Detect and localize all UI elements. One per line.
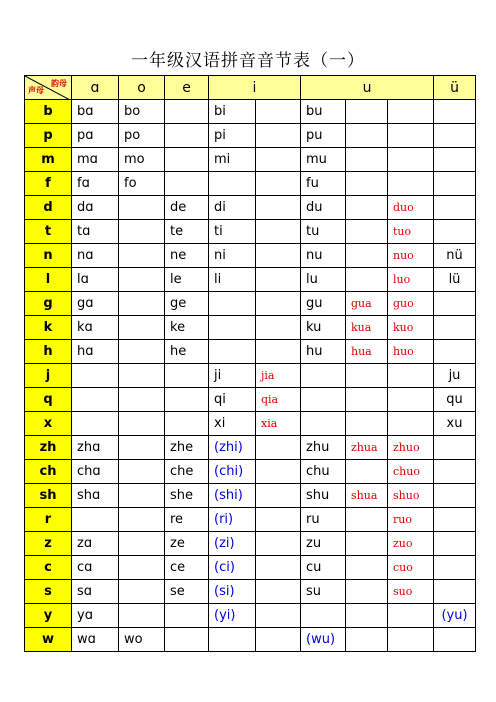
initial-cell: z <box>25 532 72 556</box>
syllable-cell <box>301 412 346 436</box>
syllable-cell: qi <box>209 388 256 412</box>
syllable-cell <box>434 172 476 196</box>
syllable-cell <box>119 196 165 220</box>
syllable-cell: kɑ <box>72 316 119 340</box>
syllable-cell <box>346 604 388 628</box>
syllable-cell: pɑ <box>72 124 119 148</box>
syllable-cell <box>256 532 301 556</box>
syllable-cell: gɑ <box>72 292 119 316</box>
syllable-cell <box>346 100 388 124</box>
syllable-cell <box>256 628 301 652</box>
syllable-cell <box>119 604 165 628</box>
syllable-cell <box>256 100 301 124</box>
syllable-cell <box>165 100 209 124</box>
initial-cell: l <box>25 268 72 292</box>
syllable-cell: sɑ <box>72 580 119 604</box>
table-row <box>25 628 476 652</box>
initial-cell: f <box>25 172 72 196</box>
syllable-cell: (wu) <box>301 628 346 652</box>
syllable-cell <box>209 628 256 652</box>
table-row <box>25 268 476 292</box>
syllable-cell <box>346 388 388 412</box>
syllable-cell <box>256 604 301 628</box>
syllable-cell <box>119 292 165 316</box>
syllable-cell <box>346 508 388 532</box>
header-final-a: ɑ <box>72 76 119 100</box>
syllable-cell: (yu) <box>434 604 476 628</box>
initial-cell: q <box>25 388 72 412</box>
syllable-cell: ge <box>165 292 209 316</box>
syllable-cell <box>72 412 119 436</box>
syllable-cell <box>165 388 209 412</box>
header-final-v: ü <box>434 76 476 100</box>
syllable-cell: ti <box>209 220 256 244</box>
syllable-cell: bi <box>209 100 256 124</box>
syllable-cell: dɑ <box>72 196 119 220</box>
syllable-cell <box>301 364 346 388</box>
table-row <box>25 604 476 628</box>
syllable-cell: su <box>301 580 346 604</box>
syllable-cell <box>388 628 434 652</box>
syllable-cell: wɑ <box>72 628 119 652</box>
syllable-cell <box>434 316 476 340</box>
syllable-cell: tu <box>301 220 346 244</box>
syllable-cell: ce <box>165 556 209 580</box>
syllable-cell: hɑ <box>72 340 119 364</box>
syllable-cell: mo <box>119 148 165 172</box>
syllable-cell: di <box>209 196 256 220</box>
syllable-cell <box>256 436 301 460</box>
syllable-cell <box>165 412 209 436</box>
syllable-cell: ju <box>434 364 476 388</box>
syllable-cell: nɑ <box>72 244 119 268</box>
syllable-cell: cuo <box>388 556 434 580</box>
table-row <box>25 340 476 364</box>
syllable-cell: gu <box>301 292 346 316</box>
syllable-cell <box>256 340 301 364</box>
syllable-cell <box>119 388 165 412</box>
syllable-cell: po <box>119 124 165 148</box>
syllable-cell: duo <box>388 196 434 220</box>
syllable-cell <box>434 460 476 484</box>
syllable-cell: luo <box>388 268 434 292</box>
syllable-cell <box>346 460 388 484</box>
table-row <box>25 484 476 508</box>
syllable-cell: cu <box>301 556 346 580</box>
syllable-cell <box>119 412 165 436</box>
initial-cell: w <box>25 628 72 652</box>
syllable-cell: qu <box>434 388 476 412</box>
header-final-i: i <box>209 76 301 100</box>
syllable-cell <box>434 436 476 460</box>
table-row <box>25 508 476 532</box>
initial-cell: s <box>25 580 72 604</box>
syllable-cell: pi <box>209 124 256 148</box>
syllable-cell <box>165 628 209 652</box>
table-row <box>25 532 476 556</box>
syllable-cell: nuo <box>388 244 434 268</box>
syllable-cell: xu <box>434 412 476 436</box>
initial-cell: m <box>25 148 72 172</box>
initial-cell: sh <box>25 484 72 508</box>
initial-cell: y <box>25 604 72 628</box>
syllable-cell: du <box>301 196 346 220</box>
syllable-cell <box>165 364 209 388</box>
syllable-cell: bu <box>301 100 346 124</box>
syllable-cell: guo <box>388 292 434 316</box>
initial-cell: x <box>25 412 72 436</box>
syllable-cell <box>388 412 434 436</box>
syllable-cell <box>301 388 346 412</box>
syllable-cell <box>346 220 388 244</box>
table-row <box>25 316 476 340</box>
syllable-cell: ku <box>301 316 346 340</box>
syllable-cell <box>346 244 388 268</box>
syllable-cell <box>256 580 301 604</box>
syllable-cell: shɑ <box>72 484 119 508</box>
syllable-cell: pu <box>301 124 346 148</box>
syllable-cell: le <box>165 268 209 292</box>
syllable-cell: wo <box>119 628 165 652</box>
syllable-cell <box>256 508 301 532</box>
syllable-cell <box>119 316 165 340</box>
syllable-cell <box>256 148 301 172</box>
syllable-cell <box>346 580 388 604</box>
syllable-cell <box>119 460 165 484</box>
syllable-cell <box>209 340 256 364</box>
syllable-cell <box>256 220 301 244</box>
syllable-cell <box>346 556 388 580</box>
syllable-cell <box>346 124 388 148</box>
initial-cell: h <box>25 340 72 364</box>
syllable-cell <box>165 604 209 628</box>
syllable-cell: kua <box>346 316 388 340</box>
syllable-cell: ji <box>209 364 256 388</box>
initial-cell: t <box>25 220 72 244</box>
syllable-cell <box>256 292 301 316</box>
syllable-cell: ni <box>209 244 256 268</box>
syllable-cell: se <box>165 580 209 604</box>
syllable-cell <box>346 196 388 220</box>
finals-label: 韵母 <box>51 79 67 88</box>
syllable-cell <box>388 388 434 412</box>
syllable-cell <box>346 364 388 388</box>
syllable-cell <box>346 148 388 172</box>
syllable-cell <box>119 580 165 604</box>
syllable-cell: zhe <box>165 436 209 460</box>
syllable-cell: (si) <box>209 580 256 604</box>
table-row <box>25 436 476 460</box>
syllable-cell <box>434 148 476 172</box>
syllable-cell <box>256 460 301 484</box>
initial-cell: b <box>25 100 72 124</box>
table-row <box>25 172 476 196</box>
syllable-cell <box>119 220 165 244</box>
syllable-cell: chu <box>301 460 346 484</box>
syllable-cell <box>388 364 434 388</box>
syllable-cell <box>346 532 388 556</box>
syllable-cell: lu <box>301 268 346 292</box>
syllable-cell <box>346 628 388 652</box>
table-row <box>25 124 476 148</box>
initial-cell: ch <box>25 460 72 484</box>
corner-cell <box>25 76 72 100</box>
syllable-cell: zɑ <box>72 532 119 556</box>
syllable-cell: shuo <box>388 484 434 508</box>
syllable-cell <box>346 268 388 292</box>
syllable-cell: zu <box>301 532 346 556</box>
syllable-cell: (zhi) <box>209 436 256 460</box>
syllable-cell <box>256 316 301 340</box>
syllable-cell <box>346 172 388 196</box>
syllable-table <box>24 75 476 652</box>
syllable-cell <box>119 436 165 460</box>
table-row <box>25 244 476 268</box>
syllable-cell <box>165 148 209 172</box>
table-row <box>25 196 476 220</box>
syllable-cell: suo <box>388 580 434 604</box>
syllable-cell: ne <box>165 244 209 268</box>
initial-cell: j <box>25 364 72 388</box>
syllable-cell <box>256 172 301 196</box>
syllable-cell <box>434 628 476 652</box>
syllable-cell: fɑ <box>72 172 119 196</box>
page-title: 一年级汉语拼音音节表（一） <box>131 51 365 71</box>
syllable-cell <box>256 268 301 292</box>
syllable-cell <box>256 484 301 508</box>
syllable-cell: ke <box>165 316 209 340</box>
syllable-cell: fo <box>119 172 165 196</box>
syllable-cell <box>434 100 476 124</box>
initial-cell: r <box>25 508 72 532</box>
table-row <box>25 460 476 484</box>
syllable-cell <box>388 100 434 124</box>
syllable-cell: li <box>209 268 256 292</box>
syllable-cell <box>256 244 301 268</box>
syllable-cell: hu <box>301 340 346 364</box>
syllable-cell: he <box>165 340 209 364</box>
syllable-cell: (shi) <box>209 484 256 508</box>
syllable-cell <box>346 412 388 436</box>
table-row <box>25 220 476 244</box>
initial-cell: zh <box>25 436 72 460</box>
syllable-cell <box>209 172 256 196</box>
syllable-cell: zuo <box>388 532 434 556</box>
table-row <box>25 580 476 604</box>
syllable-cell <box>72 364 119 388</box>
syllable-cell: lü <box>434 268 476 292</box>
syllable-cell <box>119 268 165 292</box>
syllable-cell <box>119 532 165 556</box>
syllable-cell: bɑ <box>72 100 119 124</box>
header-row <box>25 76 476 100</box>
syllable-cell: te <box>165 220 209 244</box>
syllable-cell: mu <box>301 148 346 172</box>
syllable-cell: hua <box>346 340 388 364</box>
syllable-cell: yɑ <box>72 604 119 628</box>
syllable-cell <box>434 220 476 244</box>
initials-label: 声母 <box>28 86 44 95</box>
table-row <box>25 100 476 124</box>
syllable-cell <box>434 340 476 364</box>
table-row <box>25 412 476 436</box>
syllable-cell: mi <box>209 148 256 172</box>
syllable-cell: huo <box>388 340 434 364</box>
syllable-cell <box>72 388 119 412</box>
syllable-cell <box>434 556 476 580</box>
table-row <box>25 388 476 412</box>
syllable-cell: zhu <box>301 436 346 460</box>
syllable-cell: chuo <box>388 460 434 484</box>
syllable-cell <box>434 532 476 556</box>
syllable-cell <box>434 196 476 220</box>
syllable-cell: zhɑ <box>72 436 119 460</box>
syllable-cell: tuo <box>388 220 434 244</box>
initial-cell: g <box>25 292 72 316</box>
syllable-cell: (zi) <box>209 532 256 556</box>
syllable-cell <box>256 124 301 148</box>
syllable-cell: (yi) <box>209 604 256 628</box>
syllable-cell: xia <box>256 412 301 436</box>
syllable-cell <box>434 484 476 508</box>
syllable-cell: nu <box>301 244 346 268</box>
syllable-cell: ze <box>165 532 209 556</box>
syllable-cell: ru <box>301 508 346 532</box>
syllable-cell: zhua <box>346 436 388 460</box>
initial-cell: c <box>25 556 72 580</box>
syllable-cell <box>388 172 434 196</box>
syllable-cell <box>388 148 434 172</box>
syllable-cell: lɑ <box>72 268 119 292</box>
syllable-cell: de <box>165 196 209 220</box>
syllable-cell <box>119 484 165 508</box>
syllable-cell <box>119 340 165 364</box>
initial-cell: n <box>25 244 72 268</box>
syllable-cell: xi <box>209 412 256 436</box>
syllable-cell <box>119 244 165 268</box>
initial-cell: k <box>25 316 72 340</box>
syllable-cell <box>165 172 209 196</box>
table-row <box>25 556 476 580</box>
syllable-cell: fu <box>301 172 346 196</box>
syllable-cell: ruo <box>388 508 434 532</box>
initial-cell: p <box>25 124 72 148</box>
header-final-u: u <box>301 76 434 100</box>
syllable-cell: tɑ <box>72 220 119 244</box>
syllable-cell <box>434 124 476 148</box>
initial-cell: d <box>25 196 72 220</box>
syllable-cell <box>165 124 209 148</box>
syllable-cell <box>434 508 476 532</box>
table-row <box>25 364 476 388</box>
syllable-cell: re <box>165 508 209 532</box>
syllable-cell: (ri) <box>209 508 256 532</box>
header-final-o: o <box>119 76 165 100</box>
syllable-cell <box>256 196 301 220</box>
table-row <box>25 292 476 316</box>
syllable-cell: shua <box>346 484 388 508</box>
syllable-cell: (ci) <box>209 556 256 580</box>
syllable-cell <box>119 508 165 532</box>
syllable-cell <box>209 292 256 316</box>
syllable-cell: zhuo <box>388 436 434 460</box>
syllable-cell <box>388 604 434 628</box>
syllable-cell <box>434 580 476 604</box>
syllable-cell <box>72 508 119 532</box>
syllable-cell <box>434 292 476 316</box>
syllable-cell <box>119 556 165 580</box>
syllable-cell: (chi) <box>209 460 256 484</box>
syllable-cell: mɑ <box>72 148 119 172</box>
syllable-cell: chɑ <box>72 460 119 484</box>
syllable-cell: qia <box>256 388 301 412</box>
syllable-cell <box>301 604 346 628</box>
syllable-cell: che <box>165 460 209 484</box>
table-row <box>25 148 476 172</box>
header-final-e: e <box>165 76 209 100</box>
syllable-cell: cɑ <box>72 556 119 580</box>
syllable-cell: kuo <box>388 316 434 340</box>
syllable-cell: nü <box>434 244 476 268</box>
syllable-cell: gua <box>346 292 388 316</box>
syllable-cell: jia <box>256 364 301 388</box>
syllable-cell: bo <box>119 100 165 124</box>
syllable-cell <box>388 124 434 148</box>
syllable-cell <box>209 316 256 340</box>
syllable-cell: shu <box>301 484 346 508</box>
syllable-cell <box>256 556 301 580</box>
syllable-cell: she <box>165 484 209 508</box>
syllable-cell <box>119 364 165 388</box>
